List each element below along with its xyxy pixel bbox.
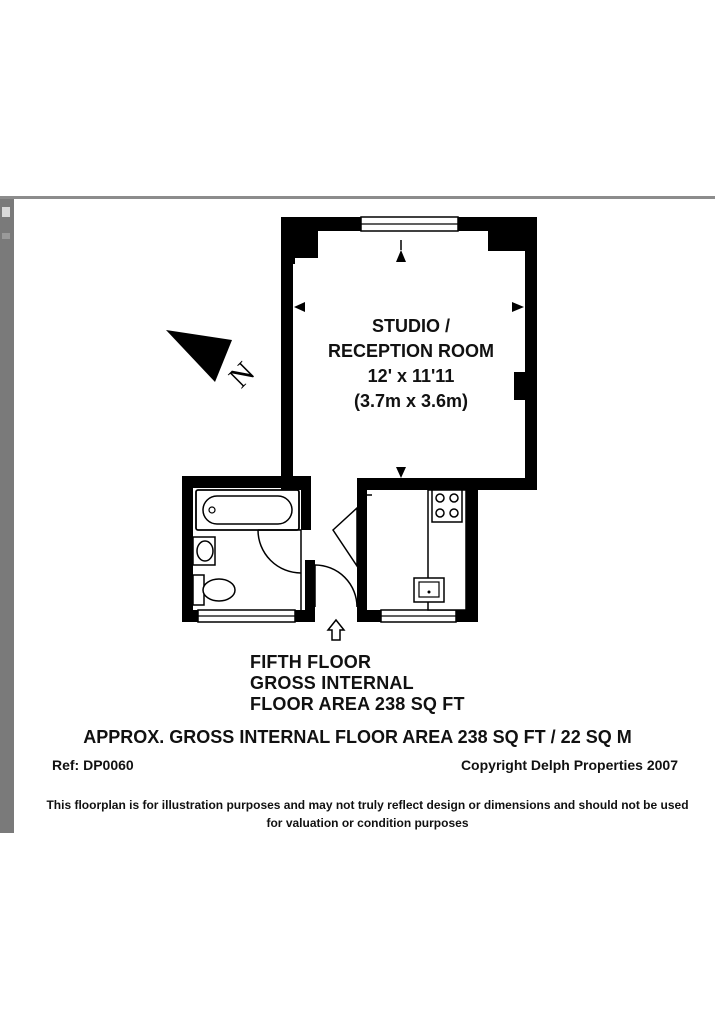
sink-icon (414, 578, 444, 602)
floor-line-2: GROSS INTERNAL (250, 673, 414, 693)
room-size-metric: (3.7m x 3.6m) (353, 391, 469, 411)
reference-code: Ref: DP0060 (52, 757, 134, 773)
studio-room-label (328, 316, 494, 411)
bathroom-door (258, 530, 301, 610)
room-size-imperial: 12' x 11'11 (367, 366, 455, 386)
bathtub (196, 490, 299, 530)
disclaimer-text: This floorplan is for illustration purposes and may not truly reflect design or dimensions and should not be used for valuation or condition purposes (46, 798, 689, 830)
toilet (193, 575, 235, 605)
entrance-arrow-icon (328, 620, 344, 640)
floor-line-3: FLOOR AREA 238 SQ FT (250, 694, 465, 714)
approx-area-summary: APPROX. GROSS INTERNAL FLOOR AREA 238 SQ FT / 22 SQ M (83, 727, 632, 747)
floor-area-label (250, 652, 465, 715)
wash-basin (193, 537, 215, 565)
floor-line-1: FIFTH FLOOR (250, 652, 372, 672)
hall-walls (305, 488, 367, 622)
north-arrow-icon (166, 330, 261, 394)
room-name-line2: RECEPTION ROOM (327, 341, 495, 361)
copyright-notice: Copyright Delph Properties 2007 (460, 757, 678, 773)
room-name-line1: STUDIO / (371, 316, 451, 336)
hob-icon (432, 490, 462, 522)
compass-letter: N (222, 355, 262, 395)
